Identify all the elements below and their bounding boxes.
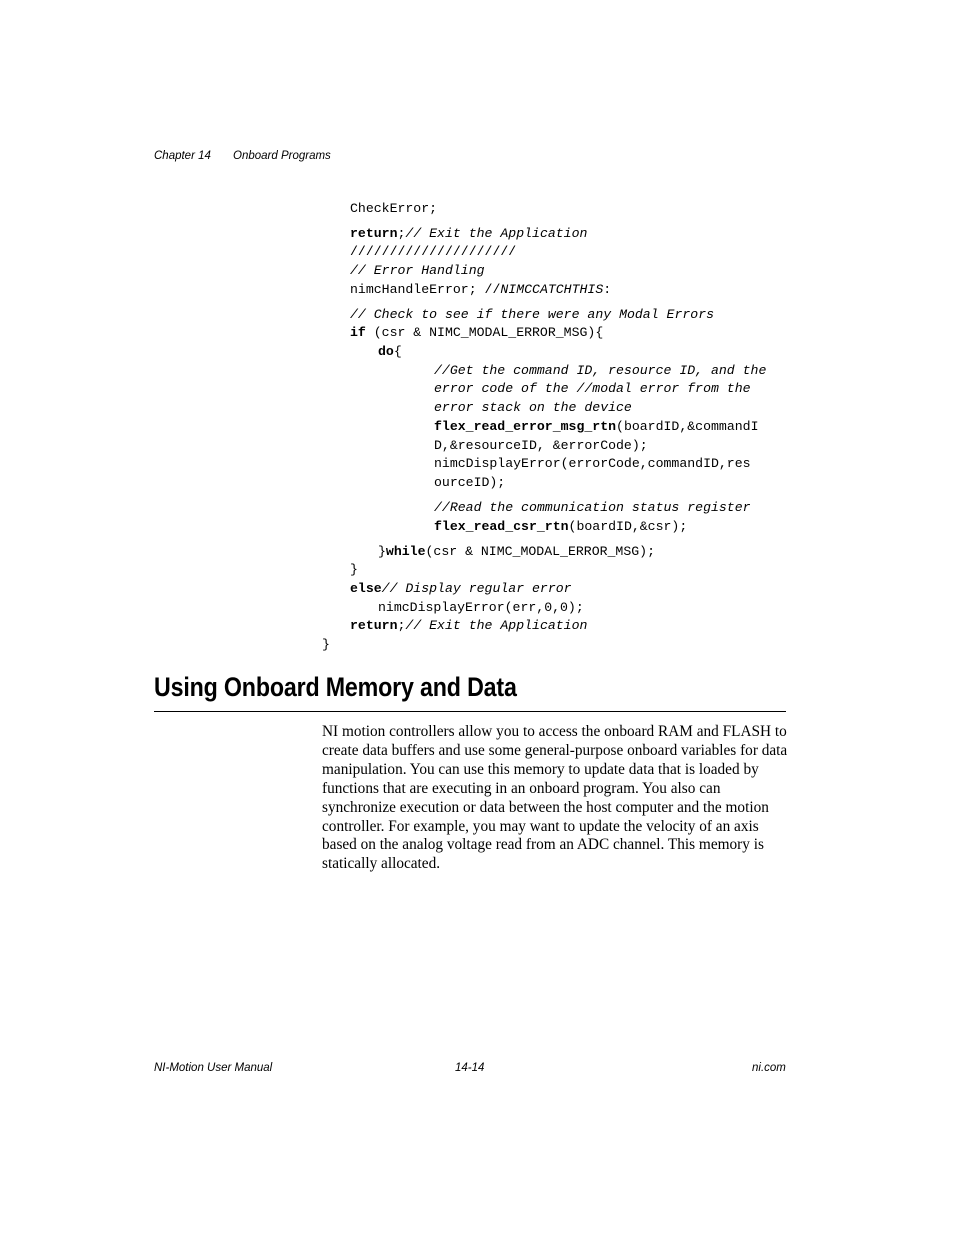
header-section: Onboard Programs	[233, 150, 331, 162]
code-line: ourceID);	[434, 475, 506, 490]
code-line: if (csr & NIMC_MODAL_ERROR_MSG){	[350, 325, 604, 340]
code-line: error code of the //modal error from the	[434, 381, 751, 396]
code-line: D,&resourceID, &errorCode);	[434, 438, 648, 453]
code-line: else// Display regular error	[350, 581, 572, 596]
code-line: nimcDisplayError(errorCode,commandID,res	[434, 456, 751, 471]
code-line: // Check to see if there were any Modal Errors	[350, 307, 715, 322]
code-line: }while(csr & NIMC_MODAL_ERROR_MSG);	[378, 544, 655, 559]
footer-manual: NI-Motion User Manual	[154, 1062, 273, 1074]
code-line: //Read the communication status register	[434, 500, 751, 515]
code-line: flex_read_csr_rtn(boardID,&csr);	[434, 519, 688, 534]
footer-page-number: 14-14	[455, 1062, 485, 1074]
code-line: // Error Handling	[350, 263, 485, 278]
footer-site: ni.com	[752, 1062, 786, 1074]
header-chapter: Chapter 14	[154, 150, 211, 162]
code-line: nimcDisplayError(err,0,0);	[378, 600, 584, 615]
title-rule	[154, 711, 786, 712]
code-line: flex_read_error_msg_rtn(boardID,&commandI	[434, 419, 759, 434]
body-paragraph: NI motion controllers allow you to access the onboard RAM and FLASH to create data buffers and use some general-purpose onboard variables for data manipulation. You can use this memory to update data that is loaded by functions that are executing in an onboard program. You also can synchronize execution or data between the host computer and the motion controller. For example, you may want to update the velocity of an axis based on the analog voltage read from an ADC channel. This memory is statically allocated.	[322, 723, 788, 873]
code-line: /////////////////////	[350, 244, 517, 259]
code-line: return;// Exit the Application	[350, 226, 588, 241]
code-line: CheckError;	[350, 201, 438, 216]
code-line: error stack on the device	[434, 400, 632, 415]
code-line: }	[350, 562, 358, 577]
code-line: do{	[378, 344, 402, 359]
code-line: //Get the command ID, resource ID, and the	[434, 363, 767, 378]
code-line: }	[322, 637, 330, 652]
code-line: nimcHandleError; //NIMCCATCHTHIS:	[350, 282, 612, 297]
code-line: return;// Exit the Application	[350, 618, 588, 633]
section-title: Using Onboard Memory and Data	[154, 672, 517, 702]
